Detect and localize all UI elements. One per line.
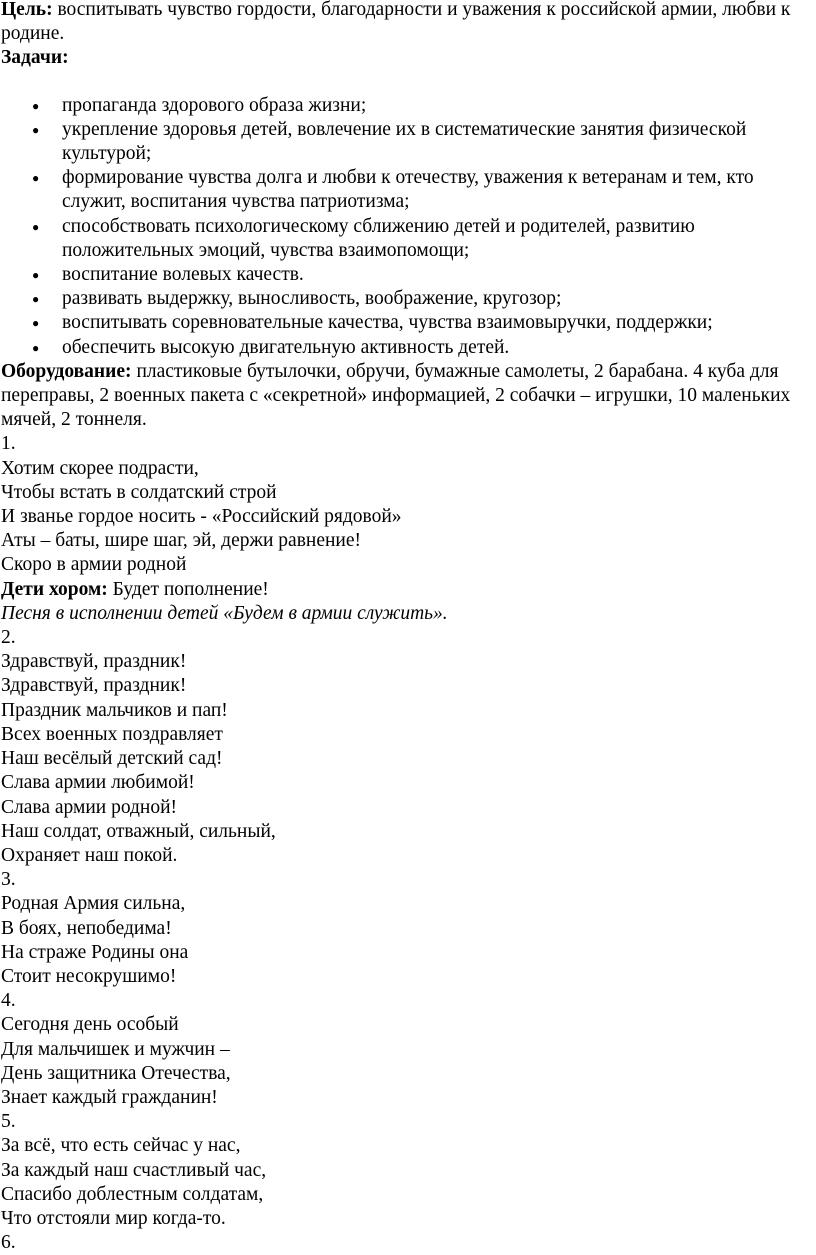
verse-number: 2. xyxy=(1,627,16,649)
verse-number: 4. xyxy=(1,990,16,1012)
verse-line: Чтобы встать в солдатский строй xyxy=(1,481,277,503)
list-item-text: пропаганда здорового образа жизни; xyxy=(62,94,367,116)
goal-text: воспитывать чувство гордости, благодарности и уважения к российской армии, любви к родине. xyxy=(1,0,791,45)
list-item-text: воспитание волевых качеств. xyxy=(62,264,304,286)
bullet-icon: ● xyxy=(32,316,40,331)
spacer xyxy=(1,71,813,94)
verse-line: Родная Армия сильна, xyxy=(1,893,186,915)
list-item xyxy=(1,287,813,311)
verse-line: Наш весёлый детский сад! xyxy=(1,748,223,770)
song-note xyxy=(1,602,813,626)
verse-number: 3. xyxy=(1,869,16,891)
verse-line: Наш солдат, отважный, сильный, xyxy=(1,820,276,842)
verse-line: Здравствуй, праздник! xyxy=(1,675,187,697)
verse-line: Для мальчишек и мужчин – xyxy=(1,1038,230,1060)
verse-line: Стоит несокрушимо! xyxy=(1,965,177,987)
verse-line: За всё, что есть сейчас у нас, xyxy=(1,1135,241,1157)
list-item xyxy=(1,118,813,166)
bullet-icon: ● xyxy=(32,268,40,283)
list-item xyxy=(1,311,813,335)
equipment-paragraph xyxy=(1,360,813,433)
verse-line: Скоро в армии родной xyxy=(1,554,187,576)
bullet-icon: ● xyxy=(32,292,40,307)
verse-line: И званье гордое носить - «Российский рядовой» xyxy=(1,506,402,528)
list-item xyxy=(1,166,813,214)
tasks-label: Задачи: xyxy=(1,47,69,69)
verse-line: На страже Родины она xyxy=(1,941,189,963)
chorus-line xyxy=(1,578,813,602)
equipment-label: Оборудование: xyxy=(1,360,132,382)
list-item-text: способствовать психологическому сближению детей и родителей, развитию положительных эмоций, чувства взаимопомощи; xyxy=(62,215,695,261)
verse-line: День защитника Отечества, xyxy=(1,1062,231,1084)
goal-label: Цель: xyxy=(1,0,53,20)
verse-line: Слава армии любимой! xyxy=(1,772,195,794)
list-item-text: обеспечить высокую двигательную активность детей. xyxy=(62,336,510,358)
verse-line: Хотим скорее подрасти, xyxy=(1,457,199,479)
list-item-text: развивать выдержку, выносливость, воображение, кругозор; xyxy=(62,288,562,310)
bullet-icon: ● xyxy=(32,340,40,355)
equipment-text: пластиковые бутылочки, обручи, бумажные самолеты, 2 барабана. 4 куба для переправы, 2 военных пакета с «секретной» информацией, 2 собачки – игрушки, 10 маленьких мячей, 2 тоннеля. xyxy=(1,360,791,431)
verse-line: Охраняет наш покой. xyxy=(1,844,178,866)
verse-number: 1. xyxy=(1,433,16,455)
list-item-text: воспитывать соревновательные качества, чувства взаимовыручки, поддержки; xyxy=(62,312,713,334)
tasks-list xyxy=(1,94,813,360)
tasks-heading xyxy=(1,46,813,70)
verse-line: Знает каждый гражданин! xyxy=(1,1086,218,1108)
goal-paragraph xyxy=(1,0,813,46)
bullet-icon: ● xyxy=(32,98,40,113)
verse-line: Что отстояли мир когда-то. xyxy=(1,1207,226,1229)
verse-line: Здравствуй, праздник! xyxy=(1,651,187,673)
song-note-text: Песня в исполнении детей «Будем в армии служить». xyxy=(1,602,448,624)
bullet-icon: ● xyxy=(32,171,40,186)
verse-line: Спасибо доблестным солдатам, xyxy=(1,1183,264,1205)
list-item xyxy=(1,336,813,360)
verse-line: Праздник мальчиков и пап! xyxy=(1,699,228,721)
list-item xyxy=(1,263,813,287)
verse-line: Всех военных поздравляет xyxy=(1,723,223,745)
verse-line: Аты – баты, шире шаг, эй, держи равнение! xyxy=(1,530,362,552)
verse-number: 5. xyxy=(1,1111,16,1133)
bullet-icon: ● xyxy=(32,219,40,234)
chorus-text: Будет пополнение! xyxy=(107,578,269,600)
verse-line: В боях, непобедима! xyxy=(1,917,172,939)
chorus-label: Дети хором: xyxy=(1,578,108,600)
verse-line: За каждый наш счастливый час, xyxy=(1,1159,267,1181)
list-item-text: формирование чувства долга и любви к отечеству, уважения к ветеранам и тем, кто служит, воспитания чувства патриотизма; xyxy=(62,167,754,213)
verse-line: Слава армии родной! xyxy=(1,796,178,818)
list-item-text: укрепление здоровья детей, вовлечение их в систематические занятия физической культурой; xyxy=(62,118,747,165)
document-page xyxy=(1,0,813,1255)
bullet-icon: ● xyxy=(32,122,40,137)
verse-number: 6. xyxy=(1,1232,16,1254)
list-item xyxy=(1,94,813,118)
list-item xyxy=(1,215,813,263)
verse-line: Сегодня день особый xyxy=(1,1014,179,1036)
